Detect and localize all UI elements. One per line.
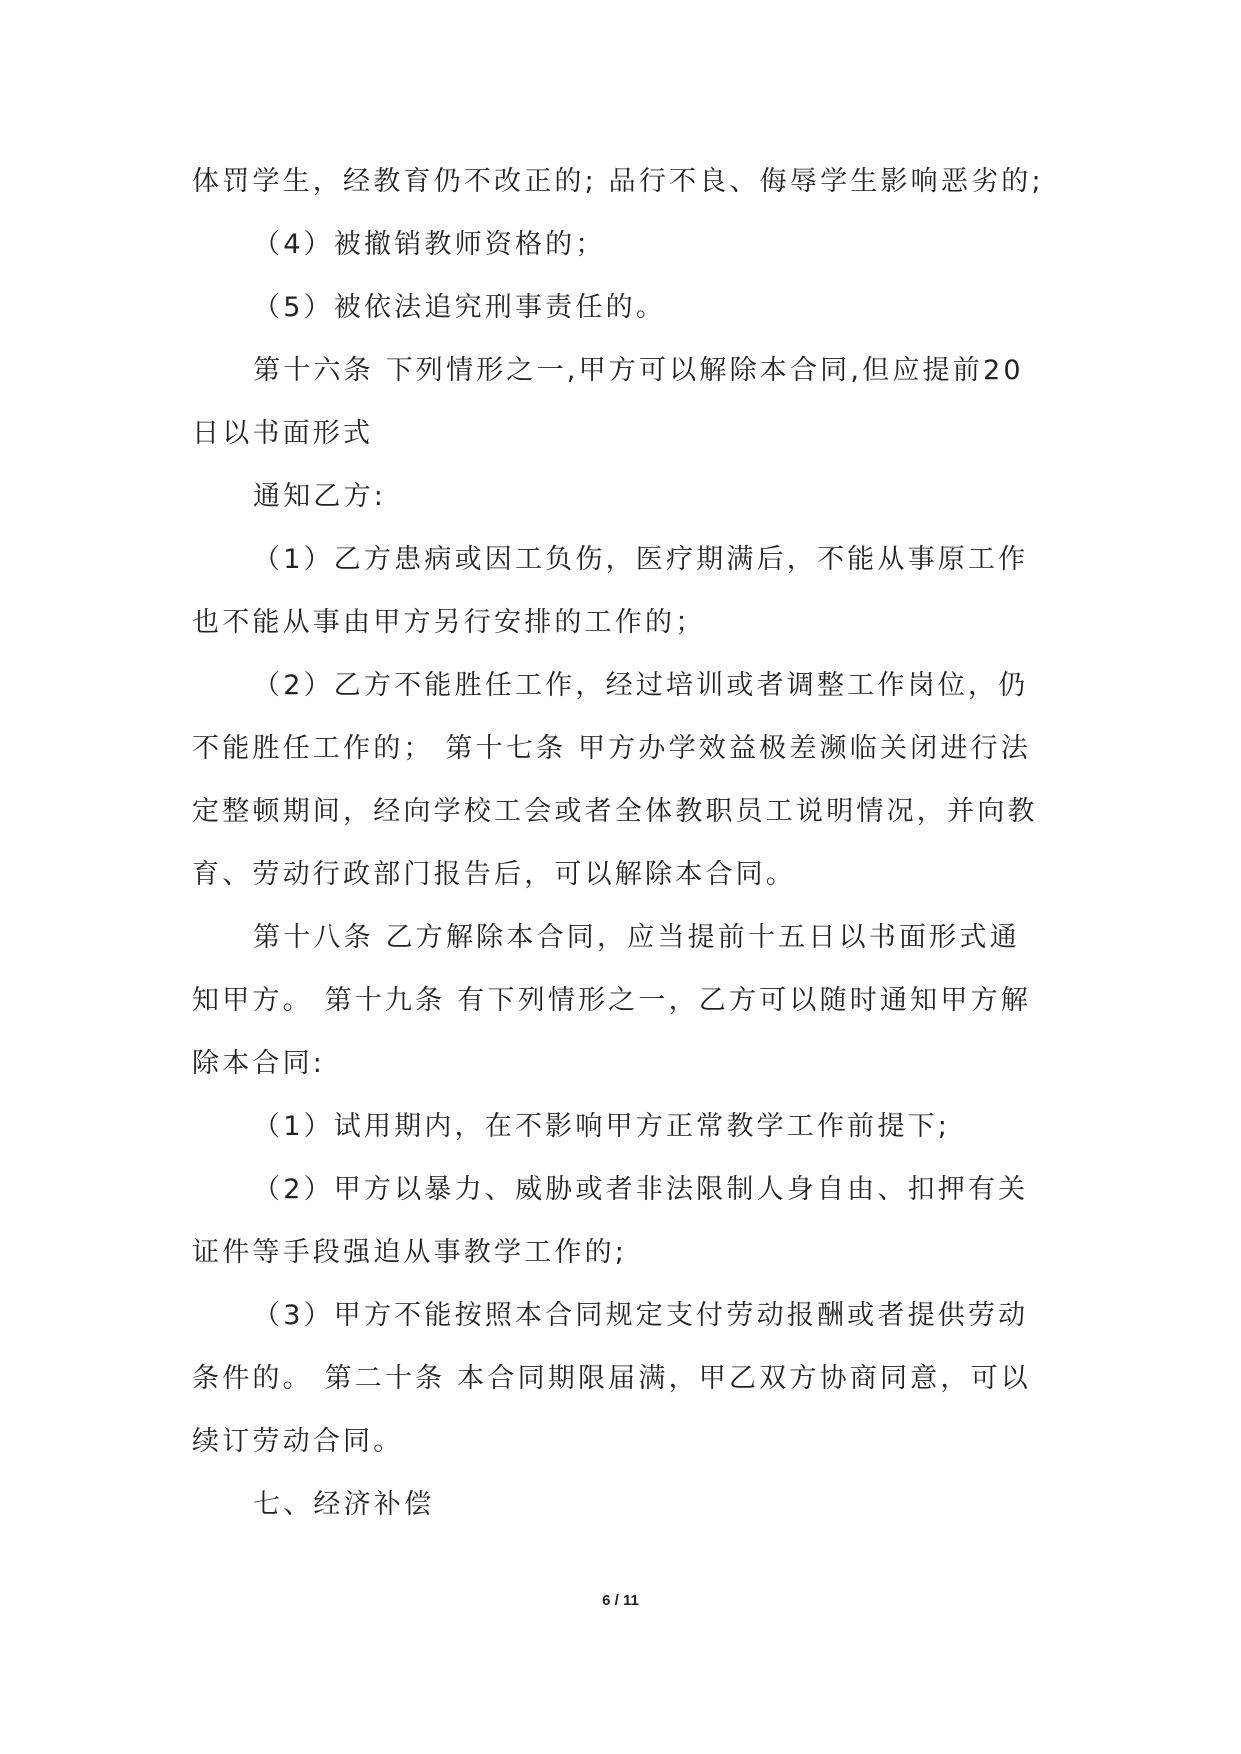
text-line: 第十六条 下列情形之一,甲方可以解除本合同,但应提前20 [253, 355, 1024, 386]
text-line: 续订劳动合同。 [192, 1426, 404, 1457]
text-line: 日以书面形式 [192, 418, 374, 449]
page-number: 6 / 11 [602, 1592, 639, 1609]
document-body [192, 162, 1050, 1548]
text-line: （4）被撤销教师资格的； [253, 229, 606, 260]
text-line: 通知乙方: [253, 481, 387, 512]
text-line: 知甲方。 第十九条 有下列情形之一，乙方可以随时通知甲方解 [192, 985, 1031, 1016]
text-line: 第十八条 乙方解除本合同，应当提前十五日以书面形式通 [253, 922, 1020, 953]
text-line: 育、劳动行政部门报告后，可以解除本合同。 [192, 859, 796, 890]
text-line: （2）乙方不能胜任工作，经过培训或者调整工作岗位，仍 [253, 670, 1029, 701]
section-heading: 七、经济补偿 [253, 1489, 435, 1520]
text-line: 证件等手段强迫从事教学工作的; [192, 1237, 628, 1268]
text-line: 条件的。 第二十条 本合同期限届满，甲乙双方协商同意，可以 [192, 1363, 1031, 1394]
text-line: 体罚学生，经教育仍不改正的; 品行不良、侮辱学生影响恶劣的; [192, 166, 1044, 197]
text-line: （1）乙方患病或因工负伤，医疗期满后，不能从事原工作 [253, 544, 1029, 575]
text-line: 除本合同: [192, 1048, 326, 1079]
text-line: （2）甲方以暴力、威胁或者非法限制人身自由、扣押有关 [253, 1174, 1029, 1205]
text-line: 也不能从事由甲方另行安排的工作的； [192, 607, 706, 638]
text-line: 定整顿期间，经向学校工会或者全体教职员工说明情况，并向教 [192, 796, 1038, 827]
text-line: （5）被依法追究刑事责任的。 [253, 292, 666, 323]
text-line: （3）甲方不能按照本合同规定支付劳动报酬或者提供劳动 [253, 1300, 1029, 1331]
text-line: 不能胜任工作的； 第十七条 甲方办学效益极差濒临关闭进行法 [192, 733, 1031, 764]
text-line: （1）试用期内，在不影响甲方正常教学工作前提下; [253, 1111, 951, 1142]
